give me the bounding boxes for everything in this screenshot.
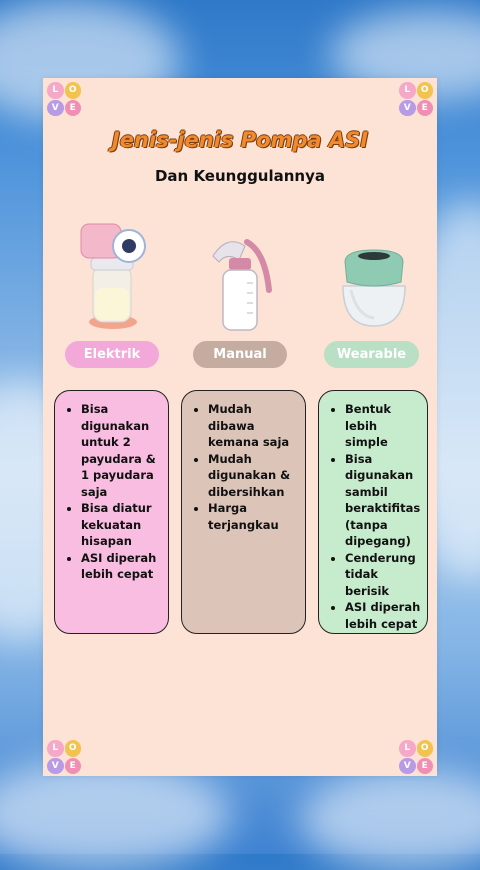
love-letter: L: [47, 82, 64, 99]
manual-benefits-box: [181, 390, 306, 634]
list-item: • Mudah digunakan & dibersihkan: [208, 451, 299, 501]
benefits-list: [182, 401, 299, 533]
label-manual: Manual: [193, 341, 287, 368]
love-letter: V: [47, 758, 64, 775]
love-letter: L: [399, 82, 416, 99]
list-item: • Bisa diatur kekuatan hisapan: [81, 500, 162, 550]
love-letter: L: [47, 740, 64, 757]
love-letter: E: [417, 758, 434, 775]
love-letter: L: [399, 740, 416, 757]
love-letter: O: [65, 740, 82, 757]
love-letter: O: [65, 82, 82, 99]
page-subtitle: Dan Keunggulannya: [154, 167, 326, 185]
label-elektrik: Elektrik: [65, 341, 159, 368]
love-letter: O: [417, 740, 434, 757]
love-badge-top-right: [399, 82, 433, 116]
elektrik-benefits-box: [54, 390, 169, 634]
list-item: • Bentuk lebih simple: [345, 401, 421, 451]
benefits-list: [319, 401, 421, 632]
manual-pump-illustration: [203, 228, 279, 333]
benefits-list: [55, 401, 162, 583]
love-letter: E: [65, 100, 82, 117]
love-letter: V: [399, 758, 416, 775]
page-title: Jenis-jenis Pompa ASI: [111, 128, 369, 152]
wearable-benefits-box: [318, 390, 428, 634]
love-letter: E: [65, 758, 82, 775]
label-wearable: Wearable: [324, 341, 419, 368]
list-item: • Bisa digunakan untuk 2 payudara & 1 payudara saja: [81, 401, 162, 500]
electric-pump-illustration: [71, 216, 151, 331]
wearable-pump-illustration: [337, 246, 411, 328]
list-item: • ASI diperah lebih cepat: [345, 599, 421, 632]
list-item: • ASI diperah lebih cepat: [81, 550, 162, 583]
love-letter: V: [47, 100, 64, 117]
love-badge-bottom-left: [47, 740, 81, 774]
cloud: [300, 770, 480, 870]
love-letter: E: [417, 100, 434, 117]
infographic-card: [43, 78, 437, 776]
love-badge-top-left: [47, 82, 81, 116]
love-badge-bottom-right: [399, 740, 433, 774]
list-item: • Mudah dibawa kemana saja: [208, 401, 299, 451]
love-letter: O: [417, 82, 434, 99]
love-letter: V: [399, 100, 416, 117]
list-item: • Bisa digunakan sambil beraktifitas (tanpa dipegang): [345, 451, 421, 550]
list-item: • Harga terjangkau: [208, 500, 299, 533]
list-item: • Cenderung tidak berisik: [345, 550, 421, 600]
